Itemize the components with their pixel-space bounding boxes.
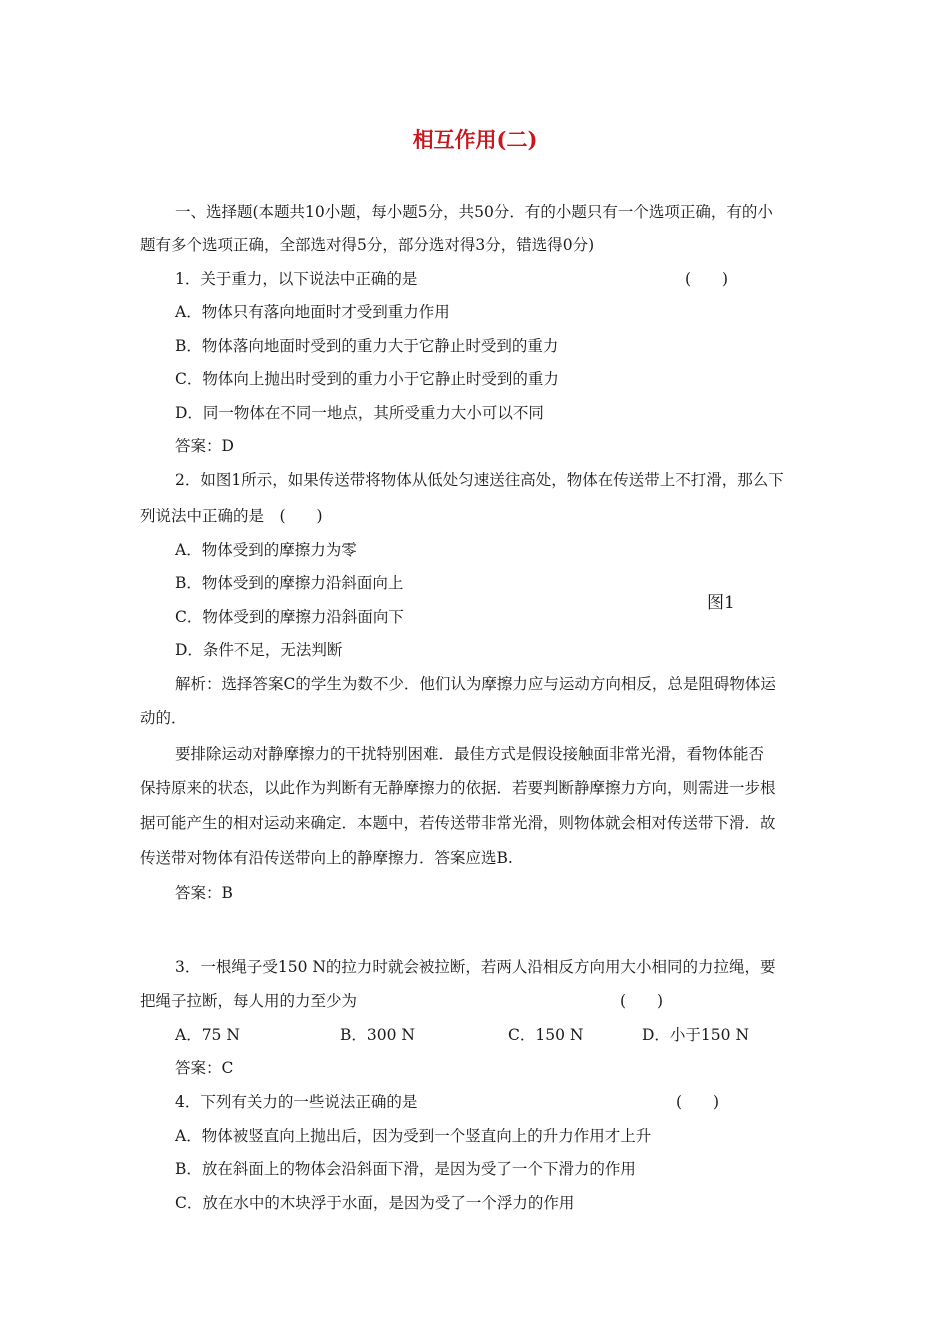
q2-option-b: B．物体受到的摩擦力沿斜面向上 xyxy=(175,574,404,592)
q2-stem-line-2: 列说法中正确的是 ( ) xyxy=(140,507,323,525)
q2-explanation-line-4: 传送带对物体有沿传送带向上的静摩擦力．答案应选B. xyxy=(140,849,513,867)
q1-option-c: C．物体向上抛出时受到的重力小于它静止时受到的重力 xyxy=(175,370,559,388)
q2-stem-line-1: 2．如图1所示，如果传送带将物体从低处匀速送往高处，物体在传送带上不打滑，那么下 xyxy=(175,471,784,489)
q3-option-a: A．75 N xyxy=(175,1026,240,1044)
section-header-line-1: 一、选择题(本题共10小题，每小题5分，共50分．有的小题只有一个选项正确，有的小 xyxy=(175,203,773,221)
page-title: 相互作用(二) xyxy=(412,127,538,152)
q2-option-d: D．条件不足，无法判断 xyxy=(175,641,343,659)
q3-option-b: B．300 N xyxy=(340,1026,415,1044)
q2-explanation-line-1: 要排除运动对静摩擦力的干扰特别困难．最佳方式是假设接触面非常光滑，看物体能否 xyxy=(175,745,765,763)
q4-answer-bracket: ( ) xyxy=(676,1093,720,1111)
q4-stem: 4．下列有关力的一些说法正确的是 xyxy=(175,1093,418,1111)
q1-answer-bracket: ( ) xyxy=(685,270,729,288)
q3-answer: 答案：C xyxy=(175,1059,234,1077)
q3-stem-line-2: 把绳子拉断，每人用的力至少为 xyxy=(140,992,358,1010)
q2-explanation-line-2: 保持原来的状态，以此作为判断有无静摩擦力的依据．若要判断静摩擦力方向，则需进一步根 xyxy=(140,779,776,797)
q3-stem-line-1: 3．一根绳子受150 N的拉力时就会被拉断，若两人沿相反方向用大小相同的力拉绳，要 xyxy=(175,958,776,976)
q2-option-a: A．物体受到的摩擦力为零 xyxy=(175,541,357,559)
q1-option-a: A．物体只有落向地面时才受到重力作用 xyxy=(175,303,450,321)
q2-analysis-line-2: 动的． xyxy=(140,709,187,727)
q3-option-d: D．小于150 N xyxy=(642,1026,750,1044)
q2-analysis-line-1: 解析：选择答案C的学生为数不少．他们认为摩擦力应与运动方向相反，总是阻碍物体运 xyxy=(175,675,776,693)
q1-option-d: D．同一物体在不同一地点，其所受重力大小可以不同 xyxy=(175,404,544,422)
figure-1-label: 图1 xyxy=(707,593,735,613)
q4-option-c: C．放在水中的木块浮于水面，是因为受了一个浮力的作用 xyxy=(175,1194,575,1212)
q4-option-b: B．放在斜面上的物体会沿斜面下滑，是因为受了一个下滑力的作用 xyxy=(175,1160,636,1178)
section-header-line-2: 题有多个选项正确，全部选对得5分，部分选对得3分，错选得0分) xyxy=(140,236,595,254)
q2-answer: 答案：B xyxy=(175,884,233,902)
q3-option-c: C．150 N xyxy=(508,1026,584,1044)
q2-explanation-line-3: 据可能产生的相对运动来确定．本题中，若传送带非常光滑，则物体就会相对传送带下滑．故 xyxy=(140,814,776,832)
q1-stem: 1．关于重力，以下说法中正确的是 xyxy=(175,270,418,288)
q3-answer-bracket: ( ) xyxy=(620,992,664,1010)
q1-option-b: B．物体落向地面时受到的重力大于它静止时受到的重力 xyxy=(175,337,559,355)
q1-answer: 答案：D xyxy=(175,437,234,455)
q4-option-a: A．物体被竖直向上抛出后，因为受到一个竖直向上的升力作用才上升 xyxy=(175,1127,652,1145)
q2-option-c: C．物体受到的摩擦力沿斜面向下 xyxy=(175,608,404,626)
